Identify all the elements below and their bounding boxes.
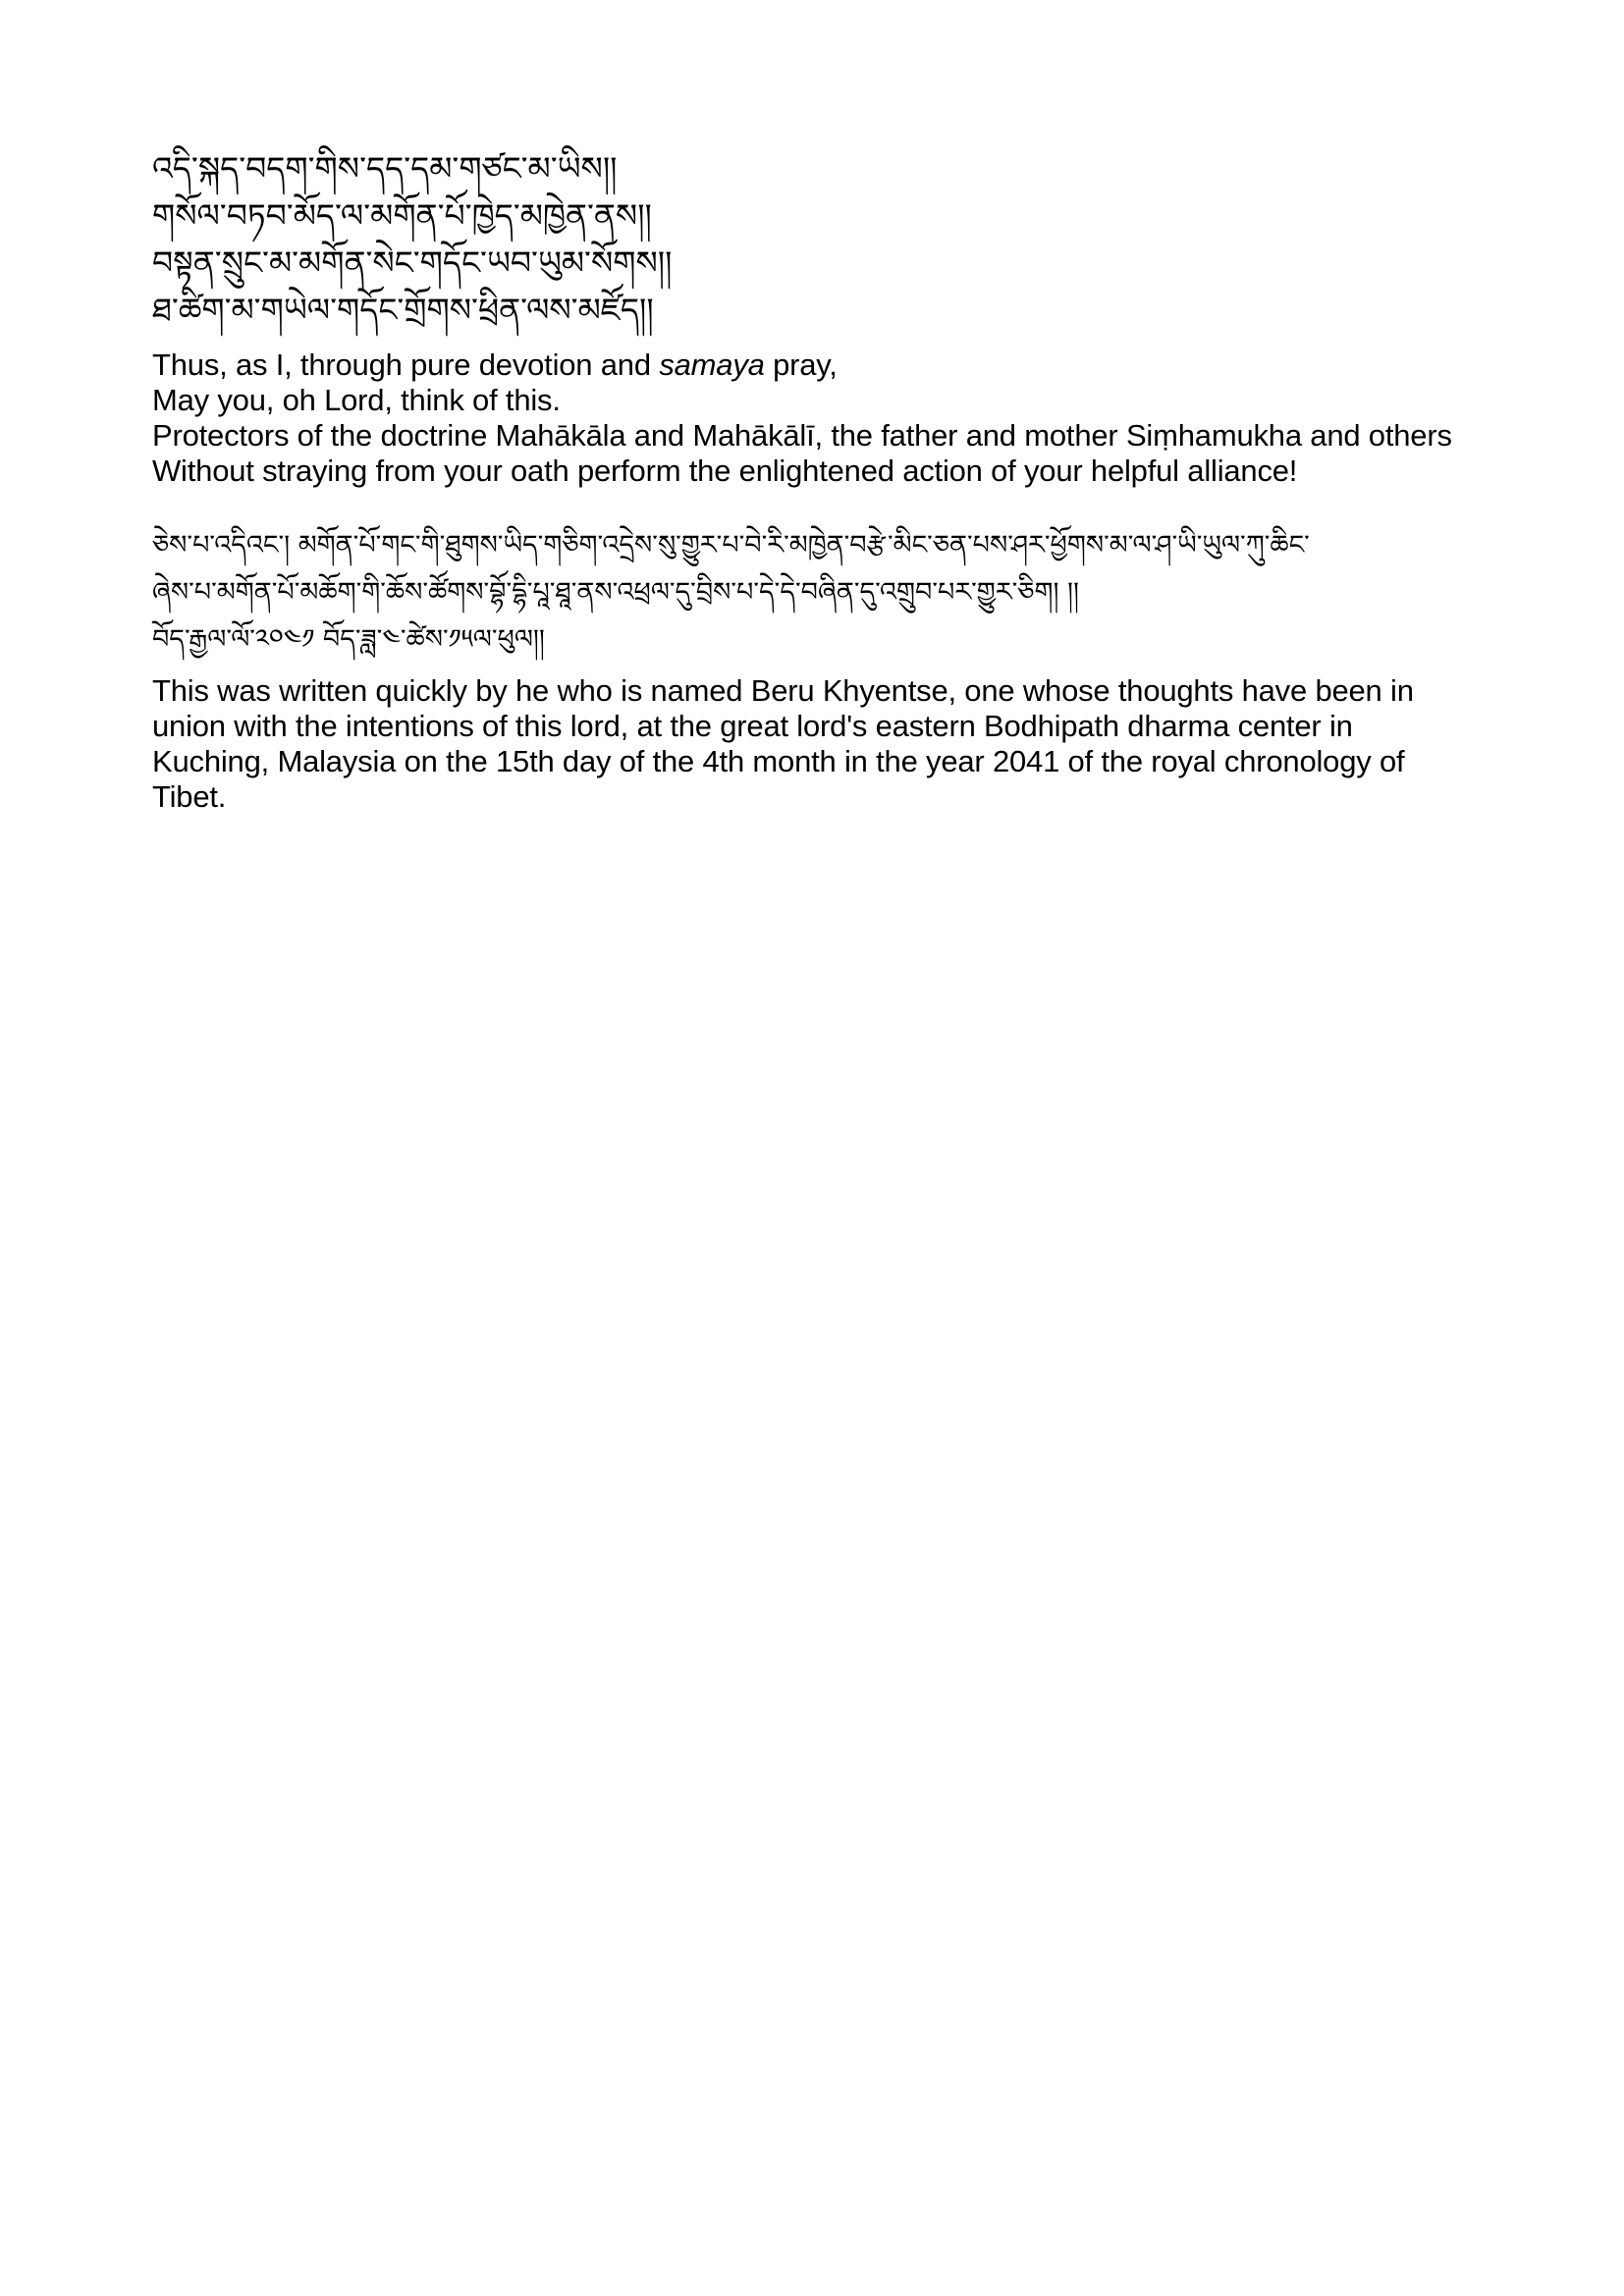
english-colophon-translation [152, 673, 1497, 815]
english-verse-translation [152, 347, 1497, 489]
english-colophon-line-2: union with the intentions of this lord, at the great lord's eastern Bodhipath dharma center in [152, 709, 1353, 743]
english-verse-line-1 [152, 347, 1497, 383]
english-colophon-line-3: Kuching, Malaysia on the 15th day of the 4th month in the year 2041 of the royal chronology of [152, 744, 1405, 778]
tibetan-colophon [152, 522, 1497, 664]
english-colophon-line-4: Tibet. [152, 779, 227, 814]
tibetan-verse-line-1: འདི་སྐད་བདག་གིས་དད་དམ་གཙང་མ་ཡིས།། [152, 149, 618, 187]
english-verse-line-3: Protectors of the doctrine Mahākāla and Mahākālī, the father and mother Siṃhamukha and others [152, 418, 1452, 453]
english-verse-line-1-post: pray, [764, 347, 838, 382]
english-verse-line-1-pre: Thus, as I, through pure devotion and [152, 347, 660, 382]
tibetan-verse-line-3: བསྟན་སྲུང་མ་མགོན་སེང་གདོང་ཡབ་ཡུམ་སོགས།། [152, 243, 673, 282]
english-verse-line-4: Without straying from your oath perform the enlightened action of your helpful alliance! [152, 454, 1298, 488]
text-column [152, 145, 1497, 815]
english-verse-line-2: May you, oh Lord, think of this. [152, 383, 561, 417]
tibetan-colophon-line-1: ཅེས་པ་འདིའང་། མགོན་པོ་གང་གི་ཐུགས་ཡིད་གཅིག་འདྲེས་སུ་གྱུར་པ་བེ་རི་མཁྱེན་བརྩེ་མིང་ཅན་པས་ཤར་ཕྱོགས་མ་ལ་ཤ་ཡི་ཡུལ་ཀུ་ཆིང་ [152, 530, 1310, 561]
tibetan-colophon-line-2: ཞེས་པ་མགོན་པོ་མཆོག་གི་ཆོས་ཚོགས་བྷོ་དྷི་པཱ་ཐཱ་ནས་འཕྲལ་དུ་བྲིས་པ་དེ་དེ་བཞིན་དུ་འགྲུབ་པར་གྱུར་ཅིག། །། [152, 577, 1080, 608]
tibetan-verse-line-4: ཐ་ཚིག་མ་གཡེལ་གདོང་གྲོགས་ཕྲིན་ལས་མཛོད།། [152, 291, 654, 329]
tibetan-verse-line-2: གསོལ་བཏབ་མོད་ལ་མགོན་པོ་ཁྱེད་མཁྱེན་ནས།། [152, 196, 652, 235]
tibetan-verse [152, 145, 1497, 334]
tibetan-colophon-date-line: བོད་རྒྱལ་ལོ་༢༠༤༡ བོད་ཟླ་༤་ཚེས་༡༥ལ་ཕུལ།། [152, 624, 545, 655]
english-colophon-line-1: This was written quickly by he who is named Beru Khyentse, one whose thoughts have been in [152, 673, 1414, 708]
english-verse-line-1-italic-samaya: samaya [659, 347, 765, 382]
